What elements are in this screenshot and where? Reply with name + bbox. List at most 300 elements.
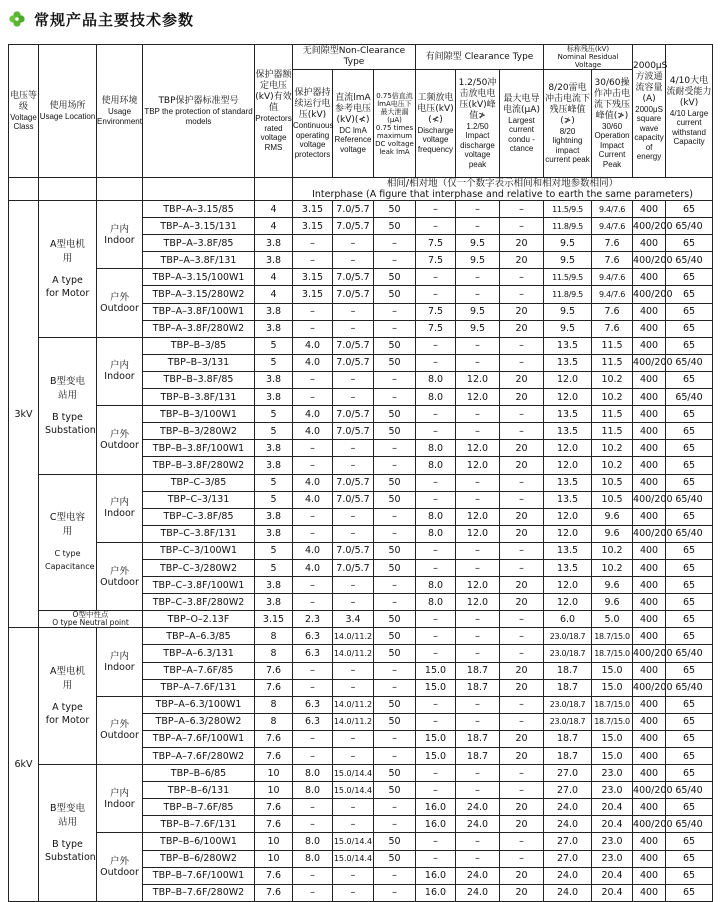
value-cell: – [293, 730, 333, 747]
value-cell: 24.0 [456, 816, 500, 833]
model-cell: TBP–A–3.8F/100W1 [143, 303, 255, 320]
table-row [9, 611, 713, 628]
value-cell: 400 [633, 594, 666, 611]
model-cell: TBP–B–3/280W2 [143, 423, 255, 440]
value-cell: 18.7/15.0 [592, 713, 633, 730]
note-spacer [39, 178, 97, 201]
value-cell: 7.0/5.7 [333, 286, 374, 303]
value-cell: – [374, 440, 416, 457]
value-cell: 8 [255, 628, 293, 645]
value-cell: 10.5 [592, 474, 633, 491]
value-cell: 65/40 [666, 252, 713, 269]
value-cell: 400/200 [633, 645, 666, 662]
value-cell: 15.0 [416, 662, 456, 679]
value-cell: 15.0 [592, 748, 633, 765]
model-cell: TBP–A–3.15/131 [143, 218, 255, 235]
value-cell: 7.6 [592, 320, 633, 337]
value-cell: 13.5 [544, 542, 592, 559]
value-cell: 65/40 [666, 218, 713, 235]
value-cell: – [333, 679, 374, 696]
col-leak-current: 0.75倍直流lmA电压下最大泄漏(μA) 0.75 times maximum DC voltage leak lmA [374, 70, 416, 178]
value-cell: 27.0 [544, 782, 592, 799]
value-cell: 3.8 [255, 440, 293, 457]
value-cell: – [293, 320, 333, 337]
value-cell: – [293, 816, 333, 833]
value-cell: 7.5 [416, 252, 456, 269]
value-cell: 7.6 [255, 662, 293, 679]
value-cell: – [500, 286, 544, 303]
environment-zh: 户内 [109, 497, 129, 509]
value-cell: 16.0 [416, 867, 456, 884]
value-cell: 9.6 [592, 577, 633, 594]
value-cell: – [416, 782, 456, 799]
environment-en: Indoor [104, 508, 135, 520]
table-row [9, 269, 713, 286]
model-cell: TBP–C–3/131 [143, 491, 255, 508]
model-cell: TBP–B–6/85 [143, 765, 255, 782]
value-cell: – [293, 867, 333, 884]
value-cell: 13.5 [544, 337, 592, 354]
value-cell: 24.0 [456, 884, 500, 901]
value-cell: 20 [500, 577, 544, 594]
value-cell: 4.0 [293, 474, 333, 491]
model-cell: TBP–B–7.6F/280W2 [143, 884, 255, 901]
value-cell: 400 [633, 884, 666, 901]
value-cell: 65 [666, 628, 713, 645]
environment-en: Outdoor [100, 730, 139, 742]
value-cell: 4.0 [293, 354, 333, 371]
value-cell: – [416, 423, 456, 440]
col-environment: 使用环境 Usage Environment [97, 45, 143, 178]
environment-en: Indoor [104, 371, 135, 383]
value-cell: 7.0/5.7 [333, 337, 374, 354]
value-cell: 65 [666, 337, 713, 354]
value-cell: 7.0/5.7 [333, 269, 374, 286]
environment-zh: 户外 [109, 565, 129, 577]
value-cell: 65 [666, 833, 713, 850]
value-cell: 65/40 [666, 491, 713, 508]
note-spacer [255, 178, 293, 201]
value-cell: 9.5 [456, 252, 500, 269]
value-cell: 4 [255, 269, 293, 286]
value-cell: 400 [633, 559, 666, 576]
page-header [8, 6, 194, 32]
environment-zh: 户外 [109, 428, 129, 440]
value-cell: 65 [666, 371, 713, 388]
environment-zh: 户内 [109, 223, 129, 235]
value-cell: 18.7/15.0 [592, 645, 633, 662]
value-cell: 7.0/5.7 [333, 218, 374, 235]
value-cell: 20 [500, 235, 544, 252]
value-cell: 65 [666, 884, 713, 901]
model-cell: TBP–B–3/131 [143, 354, 255, 371]
value-cell: 9.4/7.6 [592, 286, 633, 303]
value-cell: 400 [633, 474, 666, 491]
value-cell: 9.5 [544, 320, 592, 337]
value-cell: 20 [500, 884, 544, 901]
value-cell: – [416, 337, 456, 354]
value-cell: 400/200 [633, 525, 666, 542]
value-cell: 15.0 [416, 748, 456, 765]
value-cell: – [500, 218, 544, 235]
value-cell: – [500, 782, 544, 799]
value-cell: 20.4 [592, 799, 633, 816]
value-cell: – [456, 850, 500, 867]
value-cell: – [456, 696, 500, 713]
value-cell: 6.0 [544, 611, 592, 628]
value-cell: 10 [255, 850, 293, 867]
value-cell: 10.2 [592, 559, 633, 576]
value-cell: 7.6 [255, 867, 293, 884]
value-cell: 50 [374, 337, 416, 354]
value-cell: 400 [633, 508, 666, 525]
value-cell: 65/40 [666, 679, 713, 696]
value-cell: – [456, 423, 500, 440]
value-cell: – [374, 389, 416, 406]
value-cell: – [293, 799, 333, 816]
location-en: B type Substation [45, 838, 96, 863]
value-cell: 10.2 [592, 457, 633, 474]
value-cell: 12.0 [544, 594, 592, 611]
value-cell: 7.6 [255, 816, 293, 833]
model-cell: TBP–C–3/100W1 [143, 542, 255, 559]
value-cell: 400/200 [633, 782, 666, 799]
value-cell: 10.5 [592, 491, 633, 508]
value-cell: – [416, 833, 456, 850]
model-cell: TBP–B–3/85 [143, 337, 255, 354]
value-cell: 3.15 [255, 611, 293, 628]
value-cell: 65 [666, 867, 713, 884]
value-cell: 7.0/5.7 [333, 354, 374, 371]
value-cell: 20 [500, 594, 544, 611]
value-cell: 7.0/5.7 [333, 474, 374, 491]
value-cell: 400 [633, 542, 666, 559]
value-cell: – [374, 884, 416, 901]
value-cell: 65 [666, 508, 713, 525]
value-cell: – [333, 730, 374, 747]
value-cell: 12.0 [544, 577, 592, 594]
value-cell: 8.0 [416, 508, 456, 525]
value-cell: – [456, 628, 500, 645]
value-cell: 12.0 [456, 525, 500, 542]
value-cell: 50 [374, 782, 416, 799]
value-cell: 400 [633, 577, 666, 594]
environment-en: Outdoor [100, 439, 139, 451]
value-cell: – [500, 611, 544, 628]
value-cell: – [293, 884, 333, 901]
value-cell: 65 [666, 713, 713, 730]
environment-cell [97, 765, 143, 833]
value-cell: 18.7 [456, 679, 500, 696]
value-cell: 14.0/11.2 [333, 645, 374, 662]
value-cell: 27.0 [544, 850, 592, 867]
value-cell: 20 [500, 440, 544, 457]
value-cell: – [374, 730, 416, 747]
value-cell: 400 [633, 406, 666, 423]
value-cell: – [416, 765, 456, 782]
value-cell: 4.0 [293, 491, 333, 508]
value-cell: 400 [633, 201, 666, 218]
value-cell: 5 [255, 337, 293, 354]
value-cell: 50 [374, 491, 416, 508]
value-cell: – [456, 474, 500, 491]
value-cell: 7.0/5.7 [333, 542, 374, 559]
value-cell: 3.8 [255, 303, 293, 320]
value-cell: 400 [633, 320, 666, 337]
environment-zh: 户内 [109, 360, 129, 372]
value-cell: – [500, 337, 544, 354]
value-cell: – [456, 611, 500, 628]
table-row [9, 337, 713, 354]
environment-zh: 户内 [109, 787, 129, 799]
value-cell: 24.0 [544, 799, 592, 816]
col-rated-voltage: 保护器额定电压(kV)有效值 Protectors rated voltage RMS [255, 45, 293, 178]
value-cell: 4.0 [293, 542, 333, 559]
value-cell: – [374, 303, 416, 320]
value-cell: 23.0/18.7 [544, 713, 592, 730]
value-cell: 24.0 [544, 816, 592, 833]
value-cell: – [293, 303, 333, 320]
value-cell: 12.0 [544, 389, 592, 406]
value-cell: 12.0 [456, 577, 500, 594]
interphase-note-row [9, 178, 713, 201]
location-cell [39, 765, 97, 902]
value-cell: 50 [374, 474, 416, 491]
value-cell: 65/40 [666, 525, 713, 542]
value-cell: – [333, 371, 374, 388]
value-cell: 11.5/9.5 [544, 201, 592, 218]
value-cell: 400/200 [633, 491, 666, 508]
environment-en: Outdoor [100, 303, 139, 315]
value-cell: – [456, 713, 500, 730]
model-cell: TBP–A–3.15/280W2 [143, 286, 255, 303]
value-cell: 2.3 [293, 611, 333, 628]
value-cell: 65 [666, 406, 713, 423]
value-cell: 50 [374, 713, 416, 730]
value-cell: 9.4/7.6 [592, 269, 633, 286]
value-cell: 24.0 [544, 884, 592, 901]
value-cell: 9.6 [592, 594, 633, 611]
value-cell: 3.8 [255, 508, 293, 525]
value-cell: 18.7 [544, 662, 592, 679]
value-cell: 6.3 [293, 713, 333, 730]
value-cell: – [293, 662, 333, 679]
value-cell: – [333, 867, 374, 884]
model-cell: TBP–A–3.15/85 [143, 201, 255, 218]
value-cell: – [500, 474, 544, 491]
value-cell: – [416, 542, 456, 559]
value-cell: – [416, 406, 456, 423]
value-cell: 4.0 [293, 423, 333, 440]
value-cell: 65/40 [666, 816, 713, 833]
value-cell: – [333, 748, 374, 765]
value-cell: 400 [633, 765, 666, 782]
value-cell: 18.7 [456, 748, 500, 765]
value-cell: 5 [255, 491, 293, 508]
value-cell: 50 [374, 628, 416, 645]
value-cell: 9.5 [456, 303, 500, 320]
value-cell: 400 [633, 457, 666, 474]
value-cell: 12.0 [544, 440, 592, 457]
value-cell: 10 [255, 765, 293, 782]
value-cell: – [293, 508, 333, 525]
value-cell: 3.8 [255, 457, 293, 474]
value-cell: 65 [666, 474, 713, 491]
value-cell: – [333, 884, 374, 901]
value-cell: 4.0 [293, 337, 333, 354]
value-cell: – [333, 525, 374, 542]
value-cell: 5 [255, 542, 293, 559]
col-voltage-class: 电压等级 Voltage Class [9, 45, 39, 178]
value-cell: – [374, 457, 416, 474]
value-cell: 7.0/5.7 [333, 559, 374, 576]
value-cell: 65 [666, 662, 713, 679]
value-cell: 13.5 [544, 559, 592, 576]
value-cell: 12.0 [544, 525, 592, 542]
value-cell: 7.6 [592, 235, 633, 252]
value-cell: – [293, 440, 333, 457]
environment-cell [97, 542, 143, 610]
model-cell: TBP–B–7.6F/85 [143, 799, 255, 816]
model-cell: TBP–B–3.8F/85 [143, 371, 255, 388]
environment-zh: 户内 [109, 651, 129, 663]
value-cell: – [374, 252, 416, 269]
value-cell: – [293, 389, 333, 406]
location-zh: A型电机用 [50, 666, 85, 692]
value-cell: 3.8 [255, 252, 293, 269]
value-cell: 20 [500, 816, 544, 833]
value-cell: – [293, 525, 333, 542]
value-cell: – [333, 594, 374, 611]
value-cell: 65 [666, 696, 713, 713]
value-cell: – [416, 286, 456, 303]
value-cell: 20 [500, 679, 544, 696]
col-impact-voltage: 1.2/50冲击放电电压(kV)峰值≯ 1.2/50 Impact discharge voltage peak [456, 70, 500, 178]
value-cell: 8.0 [293, 782, 333, 799]
value-cell: 3.8 [255, 389, 293, 406]
value-cell: – [500, 423, 544, 440]
value-cell: – [500, 201, 544, 218]
value-cell: 18.7/15.0 [592, 628, 633, 645]
value-cell: 7.5 [416, 320, 456, 337]
note-spacer [97, 178, 143, 201]
value-cell: 400 [633, 235, 666, 252]
value-cell: 400 [633, 440, 666, 457]
value-cell: 3.15 [293, 269, 333, 286]
location-cell [39, 337, 97, 474]
location-en: A type for Motor [45, 702, 90, 727]
value-cell: 11.8/9.5 [544, 218, 592, 235]
value-cell: 6.3 [293, 645, 333, 662]
value-cell: 15.0/14.4 [333, 782, 374, 799]
col-group-residual: 标称残压(kV) Nominal Residual Voltage [544, 45, 633, 70]
value-cell: – [456, 269, 500, 286]
value-cell: – [374, 679, 416, 696]
value-cell: 8.0 [416, 525, 456, 542]
model-cell: TBP–C–3.8F/280W2 [143, 594, 255, 611]
value-cell: – [456, 218, 500, 235]
value-cell: 11.5/9.5 [544, 269, 592, 286]
value-cell: 400 [633, 389, 666, 406]
value-cell: 50 [374, 850, 416, 867]
value-cell: 400/200 [633, 679, 666, 696]
value-cell: – [374, 816, 416, 833]
value-cell: 65 [666, 594, 713, 611]
value-cell: 4 [255, 201, 293, 218]
value-cell: 7.6 [592, 303, 633, 320]
value-cell: 9.5 [544, 303, 592, 320]
value-cell: – [500, 645, 544, 662]
value-cell: 15.0 [416, 730, 456, 747]
value-cell: – [456, 354, 500, 371]
neutral-point-cell [39, 611, 143, 628]
value-cell: 7.6 [255, 884, 293, 901]
value-cell: 12.0 [456, 389, 500, 406]
value-cell: 8 [255, 696, 293, 713]
value-cell: 65/40 [666, 389, 713, 406]
value-cell: 4 [255, 218, 293, 235]
value-cell: 13.5 [544, 406, 592, 423]
value-cell: 50 [374, 765, 416, 782]
environment-zh: 户外 [109, 856, 129, 868]
value-cell: 24.0 [544, 867, 592, 884]
table-body [9, 178, 713, 902]
value-cell: – [456, 559, 500, 576]
value-cell: 15.0/14.4 [333, 833, 374, 850]
table-row [9, 474, 713, 491]
value-cell: 10 [255, 833, 293, 850]
model-cell: TBP–C–3/280W2 [143, 559, 255, 576]
value-cell: 50 [374, 201, 416, 218]
table-row [9, 696, 713, 713]
value-cell: 4.0 [293, 559, 333, 576]
model-cell: TBP–B–6/131 [143, 782, 255, 799]
value-cell: 20.4 [592, 816, 633, 833]
value-cell: – [333, 662, 374, 679]
value-cell: 7.6 [255, 799, 293, 816]
value-cell: 8.0 [416, 389, 456, 406]
value-cell: 3.8 [255, 320, 293, 337]
value-cell: – [416, 713, 456, 730]
value-cell: 20 [500, 252, 544, 269]
value-cell: 8.0 [416, 594, 456, 611]
value-cell: 14.0/11.2 [333, 628, 374, 645]
value-cell: – [416, 850, 456, 867]
value-cell: 11.5 [592, 423, 633, 440]
value-cell: 7.0/5.7 [333, 201, 374, 218]
value-cell: – [500, 628, 544, 645]
value-cell: – [500, 269, 544, 286]
value-cell: 6.3 [293, 628, 333, 645]
interphase-note: 相间/相对地（仅一个数字表示相间和相对地参数相同） Interphase (A figure that interphase and relative to earth the same parameters) [293, 178, 713, 201]
value-cell: 10 [255, 782, 293, 799]
location-cell [39, 201, 97, 338]
table-row [9, 833, 713, 850]
value-cell: 65 [666, 559, 713, 576]
value-cell: 20 [500, 389, 544, 406]
value-cell: 7.0/5.7 [333, 491, 374, 508]
value-cell: 400/200 [633, 816, 666, 833]
value-cell: 400 [633, 867, 666, 884]
model-cell: TBP–A–7.6F/131 [143, 679, 255, 696]
value-cell: 12.0 [456, 508, 500, 525]
value-cell: 20 [500, 371, 544, 388]
value-cell: 8.0 [416, 371, 456, 388]
location-en: A type for Motor [45, 274, 90, 299]
value-cell: – [500, 491, 544, 508]
value-cell: 18.7 [544, 679, 592, 696]
value-cell: 50 [374, 645, 416, 662]
